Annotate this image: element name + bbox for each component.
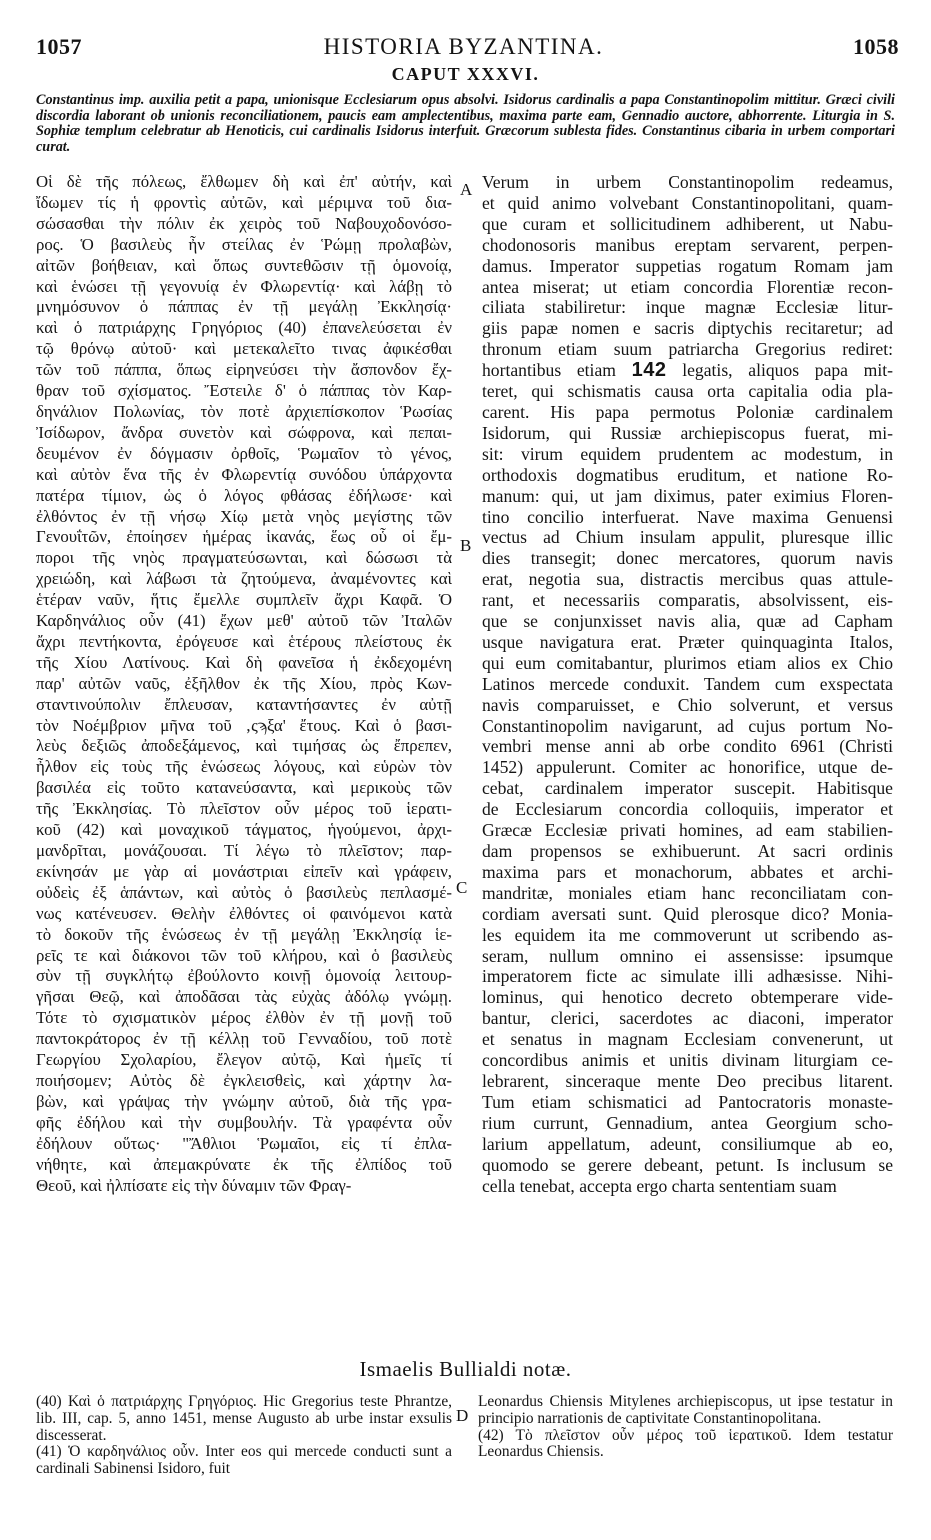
latin-text-line: thronum etiam suum patriarcha Gregorius rediret: (482, 339, 893, 360)
greek-text-line: δευμένον ἐν δόγμασιν ὀρθοῖς, Ῥωμαῖον τὸ γένος, (36, 443, 452, 463)
greek-text-line: κοῦ (42) καὶ μοναχικοῦ τάγματος, ἡγούμενοι, ἀρχι- (36, 820, 452, 840)
greek-text-line: μανδρῖται, μονάζουσαι. Τί λέγω τὸ πλεῖστον; παρ- (36, 841, 452, 860)
latin-text-line: lominus, qui henotico decreto obtemperare vide- (482, 987, 893, 1008)
greek-text-line: μνημόσυνον ὁ πάππας ἐν τῇ μεγάλῃ Ἐκκλησίᾳ· (36, 297, 452, 317)
latin-text-line: lebrarent, sinceraque mente Deo precibus litarent. (482, 1070, 893, 1091)
latin-text-line: Constantinopolim navigarunt, ad cujus portum No- (482, 715, 893, 736)
greek-text-line: νως κατένευσεν. Θελὴν ἐλθόντες οἱ φαινόμενοι κατὰ (36, 903, 452, 923)
latin-text-line: dam propensos se exhibuerunt. At sacri ordinis (482, 841, 893, 861)
latin-text-line: sit: virum equidem prudentem ac modestum, in (482, 443, 893, 464)
chapter-summary: Constantinus imp. auxilia petit a papa, unionisque Ecclesiarum opus absolvi. Isidorus cardinalis a papa Constantinopolim mittitur. Græci civili discordia laborant ob unionis reconciliationem, paucis eam amplectentibus, maxima parte eam, Gennadio auctore, abhorrente. Liturgia in S. Sophiæ templum celebratur ab Henoticis, cui cardinalis Isidorus interfuit. Græcorum sublesta fides. Constantinus cibaria in urbem comportari curat. (36, 92, 895, 155)
latin-text-line: Græcæ Ecclesiæ privati homines, ad eam stabilien- (482, 820, 893, 841)
greek-text-line: παντοκράτορος ἐν τῇ κέλλῃ τοῦ Γενναδίου, τοῦ ποτὲ (36, 1029, 452, 1049)
latin-text-line: orthodoxis dogmatibus eruditum, et natione Ro- (482, 464, 893, 485)
greek-text-line: Ἰσίδωρον, ἄνδρα συνετὸν καὶ σώφρονα, καὶ πεπαι- (36, 422, 452, 442)
column-number-left: 1057 (36, 34, 82, 59)
greek-text-line: καὶ αὐτὸν ἕνα τῆς ἐν Φλωρεντίᾳ συνόδου ὑπάρχοντα (36, 464, 452, 484)
greek-text-column (36, 172, 452, 1196)
footnote-40: (40) Καὶ ὁ πατριάρχης Γρηγόριος. Hic Gregorius teste Phrantze, lib. III, cap. 5, anno 1451, mense Augusto ab urbe instar exsulis discesserat. (36, 1393, 452, 1444)
latin-text-line: antea miserat; ut etiam concordia Florentiæ recon- (482, 276, 893, 297)
latin-text-line: et quid animo volvebant Constantinopolitani, quam- (482, 192, 893, 213)
badge-line-after: legatis, aliquos papa mit- (682, 360, 893, 381)
footnote-42: (42) Τὸ πλεῖστον οὖν μέρος τοῦ ἱερατικοῦ. Idem testatur Leonardus Chiensis. (478, 1426, 893, 1461)
latin-text-line: ciliata stabiliretur: inque magnæ Ecclesiæ litur- (482, 297, 893, 318)
latin-text-line: Latinos mercede conduxit. Tandem cum exspectata (482, 673, 893, 694)
greek-text-line: Θεοῦ, καὶ ἠλπίσατε εἰς τὴν δύναμιν τῶν Φραγ- (36, 1175, 352, 1195)
latin-text-line: usque navigatura erat. Præter quinquaginta Italos, (482, 631, 893, 652)
greek-text-line: βασιλέα εἰς τοῦτο κατανεύσαντα, καὶ μερικοὺς τῶν (36, 778, 452, 798)
greek-text-line: σταντινούπολιν ἔπλευσαν, καταντήσαντες ἐν αὐτῇ (36, 694, 452, 714)
greek-text-line: ρεῖς τε καὶ διάκονοι τῶν τοῦ κλήρου, καὶ ὁ βασιλεὺς (36, 945, 452, 965)
greek-text-line: τῷ θρόνῳ αὐτοῦ· καὶ μετεκαλεῖτο τινας ἀφικέσθαι (36, 339, 452, 359)
latin-text-line: cordiam aversati sunt. Quid plerosque dico? Monia- (482, 903, 893, 924)
latin-text-line: vembri mense anni ab orbe condito 6961 (Christi (482, 736, 893, 757)
latin-text-line: rant, et necessariis comparatis, absolvissent, eis- (482, 590, 893, 611)
latin-text-column (482, 172, 893, 1196)
greek-text-line: εκίνησάν με γὰρ αἱ μονάστριαι εἰπεῖν καὶ γράφειν, (36, 861, 452, 881)
latin-text-line: Tum etiam schismatici ad Pantocratoris monaste- (482, 1091, 893, 1112)
greek-text-line: δηνάλιον Πολωνίας, τὸν ποτὲ ἀρχιεπίσκοπον Ῥωσίας (36, 401, 452, 421)
greek-text-line: τὸν Νοέμβριον μῆνα τοῦ ‚ςϡξα' ἔτους. Καὶ ὁ βασι- (36, 715, 452, 735)
greek-text-line: φῆς ἐδήλου καὶ τὴν συμβουλήν. Τὰ γραφέντα οὖν (36, 1112, 452, 1132)
footnote-41: (41) Ὁ καρδηνάλιος οὖν. Inter eos qui mercede conducti sunt a cardinali Sabinensi Isidoro, fuit (36, 1443, 452, 1478)
greek-text-line: λεὺς δεξιῶς ἀποδεξάμενος, καὶ τιμήσας ὡς ἔπρεπεν, (36, 736, 452, 756)
latin-text-line: teret, qui schismatis causa orta capitalia odia pla- (482, 381, 893, 402)
greek-text-line: χρειώδη, καὶ λάβωσι τὰ ζητούμενα, ἀναμένοντες καὶ (36, 569, 452, 589)
latin-text-line: 1452) appulerunt. Comiter ac honorifice, utque de- (482, 757, 893, 778)
greek-text-line: καὶ ὁ πατριάρχης Γρηγόριος (40) ἐπανελεύσεται ἐν (36, 318, 452, 338)
margin-marker-c: C (456, 878, 468, 897)
greek-text-line: πατέρα τίμιον, ὡς ὁ λόγος φθάσας ἐδήλωσε· καὶ (36, 485, 452, 505)
latin-text-line: carent. His papa permotus Poloniæ cardinalem (482, 401, 893, 422)
badge-line-before: hortantibus etiam (482, 360, 616, 381)
greek-text-line: Οἱ δὲ τῆς πόλεως, ἔλθωμεν δὴ καὶ ἐπ' αὐτήν, καὶ (36, 172, 452, 191)
latin-text-line: de Ecclesiarum concordia colloquiis, imperator et (482, 799, 893, 820)
latin-text-line: imperatorem ficte ac simulate illi adhæsisse. Nihi- (482, 966, 893, 987)
greek-text-line: γῆσαι Θεῷ, καὶ ἀποδᾶσαι τὰς εὐχὰς ἀδόλῳ γνώμῃ. (36, 987, 452, 1007)
latin-text-line: giis papæ nomen e sacris diptychis recitaretur; ad (482, 318, 893, 339)
greek-text-line: τῆς Χίου Λατίνους. Καὶ δὴ φανεῖσα ἡ ἐκδεχομένη (36, 652, 452, 672)
latin-text-line: manum: qui, ut jam diximus, pater eximius Floren- (482, 485, 893, 506)
margin-marker-d: D (456, 1406, 469, 1425)
footnote-41-continued: Leonardus Chiensis Mitylenes archiepiscopus, ut ipse testatur in principio narrationis de captivitate Constantinopolitana. (478, 1393, 893, 1427)
latin-text-line: vectus ad Chium insulam appulit, pluresque illic (482, 527, 893, 548)
greek-text-line: ρος. Ὁ βασιλεὺς ἦν στείλας ἐν Ῥώμῃ προλαβὼν, (36, 234, 452, 254)
greek-text-line: αἰτῶν βοήθειαν, καὶ ὅπως συντεθῶσιν τῇ ὁμονοίᾳ, (36, 255, 452, 275)
greek-text-line: ἦλθον εἰς τοὺς τῆς ἑνώσεως λόγους, καὶ εὑρὼν τὸν (36, 757, 452, 777)
latin-text-line: dies transegit; donec mercatores, quorum navis (482, 548, 893, 569)
greek-text-line: ποιήσομεν; Αὐτὸς δὲ ἐγκλεισθεὶς, καὶ χάρτην λα- (36, 1070, 452, 1090)
latin-text-line: damus. Imperator suppetias rogatum Romam jam (482, 255, 893, 276)
greek-text-line: ἑτέραν ναῦν, ἥτις ἔμελλε συμπλεῖν ἄχρι Καφᾶ. Ὁ (36, 590, 452, 610)
greek-text-line: σώσασθαι τὴν πόλιν ἐκ χειρὸς τοῦ Ναβουχοδονόσο- (36, 213, 452, 233)
latin-text-line: Isidorum, qui Russiæ archiepiscopus fuerat, mi- (482, 422, 893, 443)
latin-text-line: cebat, cardinalem imperator suscepit. Habitisque (482, 778, 893, 799)
latin-text-line: concordibus animis et unitis divinam liturgiam ce- (482, 1050, 893, 1071)
greek-text-line: παρ' αὐτῶν ναῦς, ἐξῆλθον ἐκ τῆς Χίου, πρὸς Κων- (36, 673, 452, 693)
latin-text-line: navis comparuisset, e Chio solverunt, et versus (482, 694, 893, 715)
running-header (28, 34, 899, 64)
greek-text-line: Γενουΐτῶν, ἐποίησεν ἡμέρας ἱκανάς, ἕως οὗ οἱ ἔμ- (36, 527, 452, 547)
running-title: HISTORIA BYZANTINA. (323, 34, 604, 59)
latin-text-line: chodonosoris manibus ereptam servarent, perpen- (482, 234, 893, 255)
greek-text-line: ἐλθόντος ἐν τῇ νήσῳ Χίῳ μετὰ νηὸς μεγίστης τῶν (36, 506, 452, 526)
latin-text-line: maxima pars et monachorum, abbates et archi- (482, 861, 893, 882)
latin-text-line: et senatus in magnam Ecclesiam convenerunt, ut (482, 1029, 893, 1050)
greek-text-line: ἴδωμεν τίς ἡ φροντὶς αὐτῶν, καὶ μέριμνα τοῦ δια- (36, 192, 452, 212)
greek-text-line: Γεωργίου Σχολαρίου, ἔλεγον αὐτῷ, Καὶ ἡμεῖς τί (36, 1050, 452, 1070)
greek-text-line: Τότε τὸ σχισματικὸν μέρος ἐλθὸν ἐν τῇ μονῇ τοῦ (36, 1008, 452, 1028)
greek-text-line: τὸ δοκοῦν τῆς ἑνώσεως ἐν τῇ μεγάλῃ Ἐκκλησίᾳ ἱε- (36, 924, 452, 944)
column-number-right: 1058 (853, 34, 899, 59)
notes-column-right (478, 1394, 893, 1461)
page-number-badge: 142 (631, 360, 667, 382)
latin-text-line: Verum in urbem Constantinopolim redeamus, (482, 172, 893, 192)
margin-marker-b: B (460, 536, 472, 555)
chapter-heading: CAPUT XXXVI. (391, 64, 540, 84)
latin-text-line: les equidem ita me commoverunt ut scribendo as- (482, 924, 893, 945)
greek-text-line: ἄχρι πεντήκοντα, ἐρόγευσε καὶ ἑτέρους πλείστους ἐκ (36, 631, 452, 651)
latin-text-line: rium currunt, Gennadium, antea Georgium scho- (482, 1112, 893, 1133)
latin-text-line: mandritæ, moniales etiam hanc reconciliatam con- (482, 882, 893, 903)
latin-text-line: erat, negotia sua, distractis mercibus quas attule- (482, 569, 893, 590)
margin-marker-a: A (460, 180, 473, 199)
latin-text-line: cella tenebat, accepta ergo charta sententiam suam (482, 1175, 837, 1196)
latin-text-line: quomodo se gerere debeant, petunt. Is inclusum se (482, 1154, 893, 1175)
greek-text-line: ἐδήλουν οὕτως· "Ἄθλιοι Ῥωμαῖοι, εἰς τί ἐπλα- (36, 1133, 452, 1153)
greek-text-line: ποροι τῆς νηὸς πραγματεύσωνται, καὶ δώσωσι τὰ (36, 548, 452, 568)
greek-text-line: σὺν τῇ συγκλήτῳ ἐβούλοντο κοινῇ ὁμονοίᾳ λειτουρ- (36, 966, 452, 986)
greek-text-line: τῆς Ἐκκλησίας. Τὸ πλεῖστον οὖν μέρος τοῦ ἱερατι- (36, 799, 452, 819)
latin-text-line: que curam et sollicitudinem adhiberent, ut Nabu- (482, 213, 893, 234)
latin-text-line: qui eum comitabantur, plurimos etiam alios ex Chio (482, 652, 893, 673)
latin-text-line: seram, nullum omnino ei assensisse: ipsumque (482, 945, 893, 966)
latin-text-line: que se conjunxisset navis alia, quæ ad Capham (482, 611, 893, 632)
latin-text-line: larium appellatum, adeunt, consiliumque ab eo, (482, 1133, 893, 1154)
greek-text-line: Καρδηνάλιος οὖν (41) ἔχων μεθ' αὐτοῦ τῶν Ἰταλῶν (36, 611, 452, 631)
greek-text-line: τῶν τοῦ πάππα, ὅπως εἰρηνεύσει τὴν ἄσπονδον ἔχ- (36, 360, 452, 380)
latin-text-line: bantur, clerici, sacerdotes ac diaconi, imperator (482, 1008, 893, 1029)
notes-heading: Ismaelis Bullialdi notæ. (359, 1357, 572, 1381)
greek-text-line: καὶ ἑνώσει τῇ γεγονυίᾳ ἐν Φλωρεντίᾳ· καὶ λάβῃ τὸ (36, 276, 452, 296)
latin-text-line: tino concilio interfuerat. Nave maxima Genuensi (482, 506, 893, 527)
notes-column-left (36, 1394, 452, 1478)
greek-text-line: νήθητε, καὶ ἀπεμακρύνατε ἐκ τῆς ἐλπίδος τοῦ (36, 1154, 452, 1174)
greek-text-line: θραν τοῦ σχίσματος. Ἔστειλε δ' ὁ πάππας τὸν Καρ- (36, 381, 452, 401)
greek-text-line: βὼν, καὶ γράψας τὴν γνώμην αὐτοῦ, διὰ τῆς γρα- (36, 1091, 452, 1111)
greek-text-line: οὐδεὶς ἐξ ἁπάντων, καὶ αὐτὸς ὁ βασιλεὺς πεπλασμέ- (36, 882, 452, 902)
latin-text-line (482, 360, 893, 381)
